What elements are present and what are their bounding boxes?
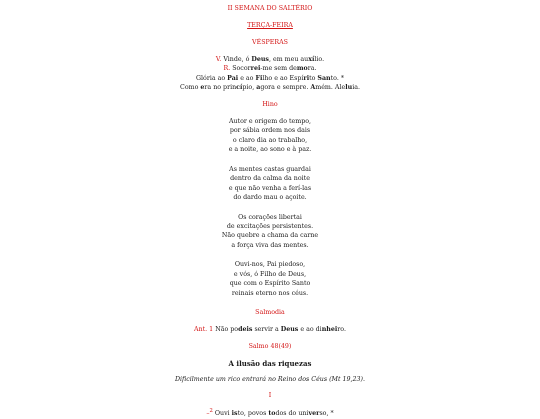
text-segment: ver bbox=[308, 410, 320, 418]
psalm-title: A ilusão das riquezas bbox=[228, 358, 312, 368]
text-segment: e ao di bbox=[298, 325, 322, 333]
hymn-stanza bbox=[0, 213, 540, 251]
text-segment: Deus bbox=[280, 325, 299, 333]
hymn-line: a força viva das mentes. bbox=[231, 241, 309, 249]
text-segment: pio, bbox=[242, 84, 257, 92]
hymn-line: por sábia ordem nos dais bbox=[229, 127, 311, 135]
text-segment: mo bbox=[296, 65, 308, 73]
rubric-text: 2 bbox=[209, 408, 213, 415]
hymn-line: Ouvi-nos, Pai piedoso, bbox=[234, 261, 306, 269]
text-segment: lu bbox=[345, 84, 353, 92]
text-segment: deis bbox=[238, 325, 253, 333]
hymn-line: o claro dia ao trabalho, bbox=[232, 136, 308, 144]
text-segment: Não po bbox=[213, 325, 239, 333]
rubric-text: V. bbox=[215, 55, 222, 63]
rubric-text: R. bbox=[223, 65, 231, 73]
hymn-line: Não quebre a chama da carne bbox=[221, 232, 319, 240]
opening-versicles bbox=[0, 55, 540, 93]
hymn-stanza bbox=[0, 260, 540, 298]
hymn-line: As mentes castas guardai bbox=[229, 165, 311, 173]
hymn-stanza bbox=[0, 117, 540, 155]
text-segment: Glória ao bbox=[195, 74, 228, 82]
versicle-line bbox=[0, 55, 540, 64]
hymn-stanza bbox=[0, 165, 540, 203]
text-segment: to bbox=[309, 74, 318, 82]
text-segment: to, povos bbox=[237, 410, 269, 418]
hymn-title: Hino bbox=[262, 101, 278, 109]
text-segment: -me sem de bbox=[260, 65, 297, 73]
text-segment: so, * bbox=[319, 410, 334, 418]
first-verse bbox=[0, 408, 540, 419]
text-segment: gora e sempre. bbox=[260, 84, 311, 92]
text-segment: , em meu au bbox=[268, 55, 309, 63]
psalm-number: Salmo 48(49) bbox=[248, 342, 292, 350]
hymn-line: Os corações libertai bbox=[238, 213, 302, 221]
text-segment: is bbox=[231, 410, 238, 418]
text-segment: San bbox=[317, 74, 331, 82]
text-segment: Vinde, ó bbox=[221, 55, 252, 63]
text-segment: xí bbox=[308, 55, 315, 63]
text-segment: Ouvi bbox=[212, 410, 232, 418]
text-segment: Pai bbox=[227, 74, 239, 82]
versicle-line bbox=[0, 83, 540, 92]
text-segment: Deus bbox=[251, 55, 269, 63]
versicle-line bbox=[0, 74, 540, 83]
hymn-line: do dardo mau o açoite. bbox=[233, 194, 307, 202]
day-title: TERÇA-FEIRA bbox=[247, 21, 293, 29]
text-segment: ra no prin bbox=[204, 84, 237, 92]
hymn-line: e que não venha a ferí-las bbox=[228, 184, 312, 192]
text-segment: Fi bbox=[255, 74, 263, 82]
verse-line bbox=[0, 408, 540, 419]
hymn-line: reinais eterno nos céus. bbox=[231, 289, 309, 297]
text-segment: nhei bbox=[321, 325, 338, 333]
text-segment: servir a bbox=[252, 325, 281, 333]
versicle-line bbox=[0, 64, 540, 73]
rubric-text: – bbox=[206, 410, 210, 418]
text-segment: cí bbox=[236, 84, 243, 92]
text-segment: e bbox=[200, 84, 205, 92]
rubric-text: Ant. 1 bbox=[194, 325, 214, 333]
text-segment: ri bbox=[303, 74, 310, 82]
hymn bbox=[0, 117, 540, 298]
text-segment: e ao bbox=[238, 74, 256, 82]
hymn-line: e a noite, ao sono e à paz. bbox=[228, 146, 312, 154]
text-segment: A bbox=[310, 84, 316, 92]
text-segment: Como bbox=[180, 84, 201, 92]
hymn-line: dentro da calma da noite bbox=[230, 175, 310, 183]
text-segment: Socor bbox=[230, 65, 251, 73]
antiphon-text bbox=[0, 325, 540, 334]
text-segment: dos do uni bbox=[275, 410, 309, 418]
hymn-line: Autor e origem do tempo, bbox=[228, 118, 312, 125]
text-segment: a bbox=[256, 84, 261, 92]
text-segment: to. * bbox=[330, 74, 345, 82]
hour-title: VÉSPERAS bbox=[252, 38, 288, 46]
text-segment: lho e ao Espí bbox=[262, 74, 304, 82]
section-numeral: I bbox=[268, 391, 272, 399]
text-segment: lio. bbox=[314, 55, 325, 63]
text-segment: rei bbox=[250, 65, 261, 73]
text-segment: mém. Ale bbox=[315, 84, 346, 92]
hymn-line: de excitações persistentes. bbox=[226, 222, 314, 230]
epigraph: Dificilmente um rico entrará no Reino dos Céus (Mt 19,23). bbox=[174, 376, 366, 384]
week-title: II SEMANA DO SALTÉRIO bbox=[227, 5, 313, 12]
hymn-line: que com o Espírito Santo bbox=[229, 280, 311, 288]
antiphon-line bbox=[0, 325, 540, 334]
hymn-line: e vós, ó Filho de Deus, bbox=[233, 270, 307, 278]
text-segment: to bbox=[268, 410, 276, 418]
text-segment: ro. bbox=[337, 325, 346, 333]
psalmody-title: Salmodia bbox=[255, 309, 285, 316]
text-segment: ra. bbox=[307, 65, 317, 73]
text-segment: ia. bbox=[352, 84, 360, 92]
